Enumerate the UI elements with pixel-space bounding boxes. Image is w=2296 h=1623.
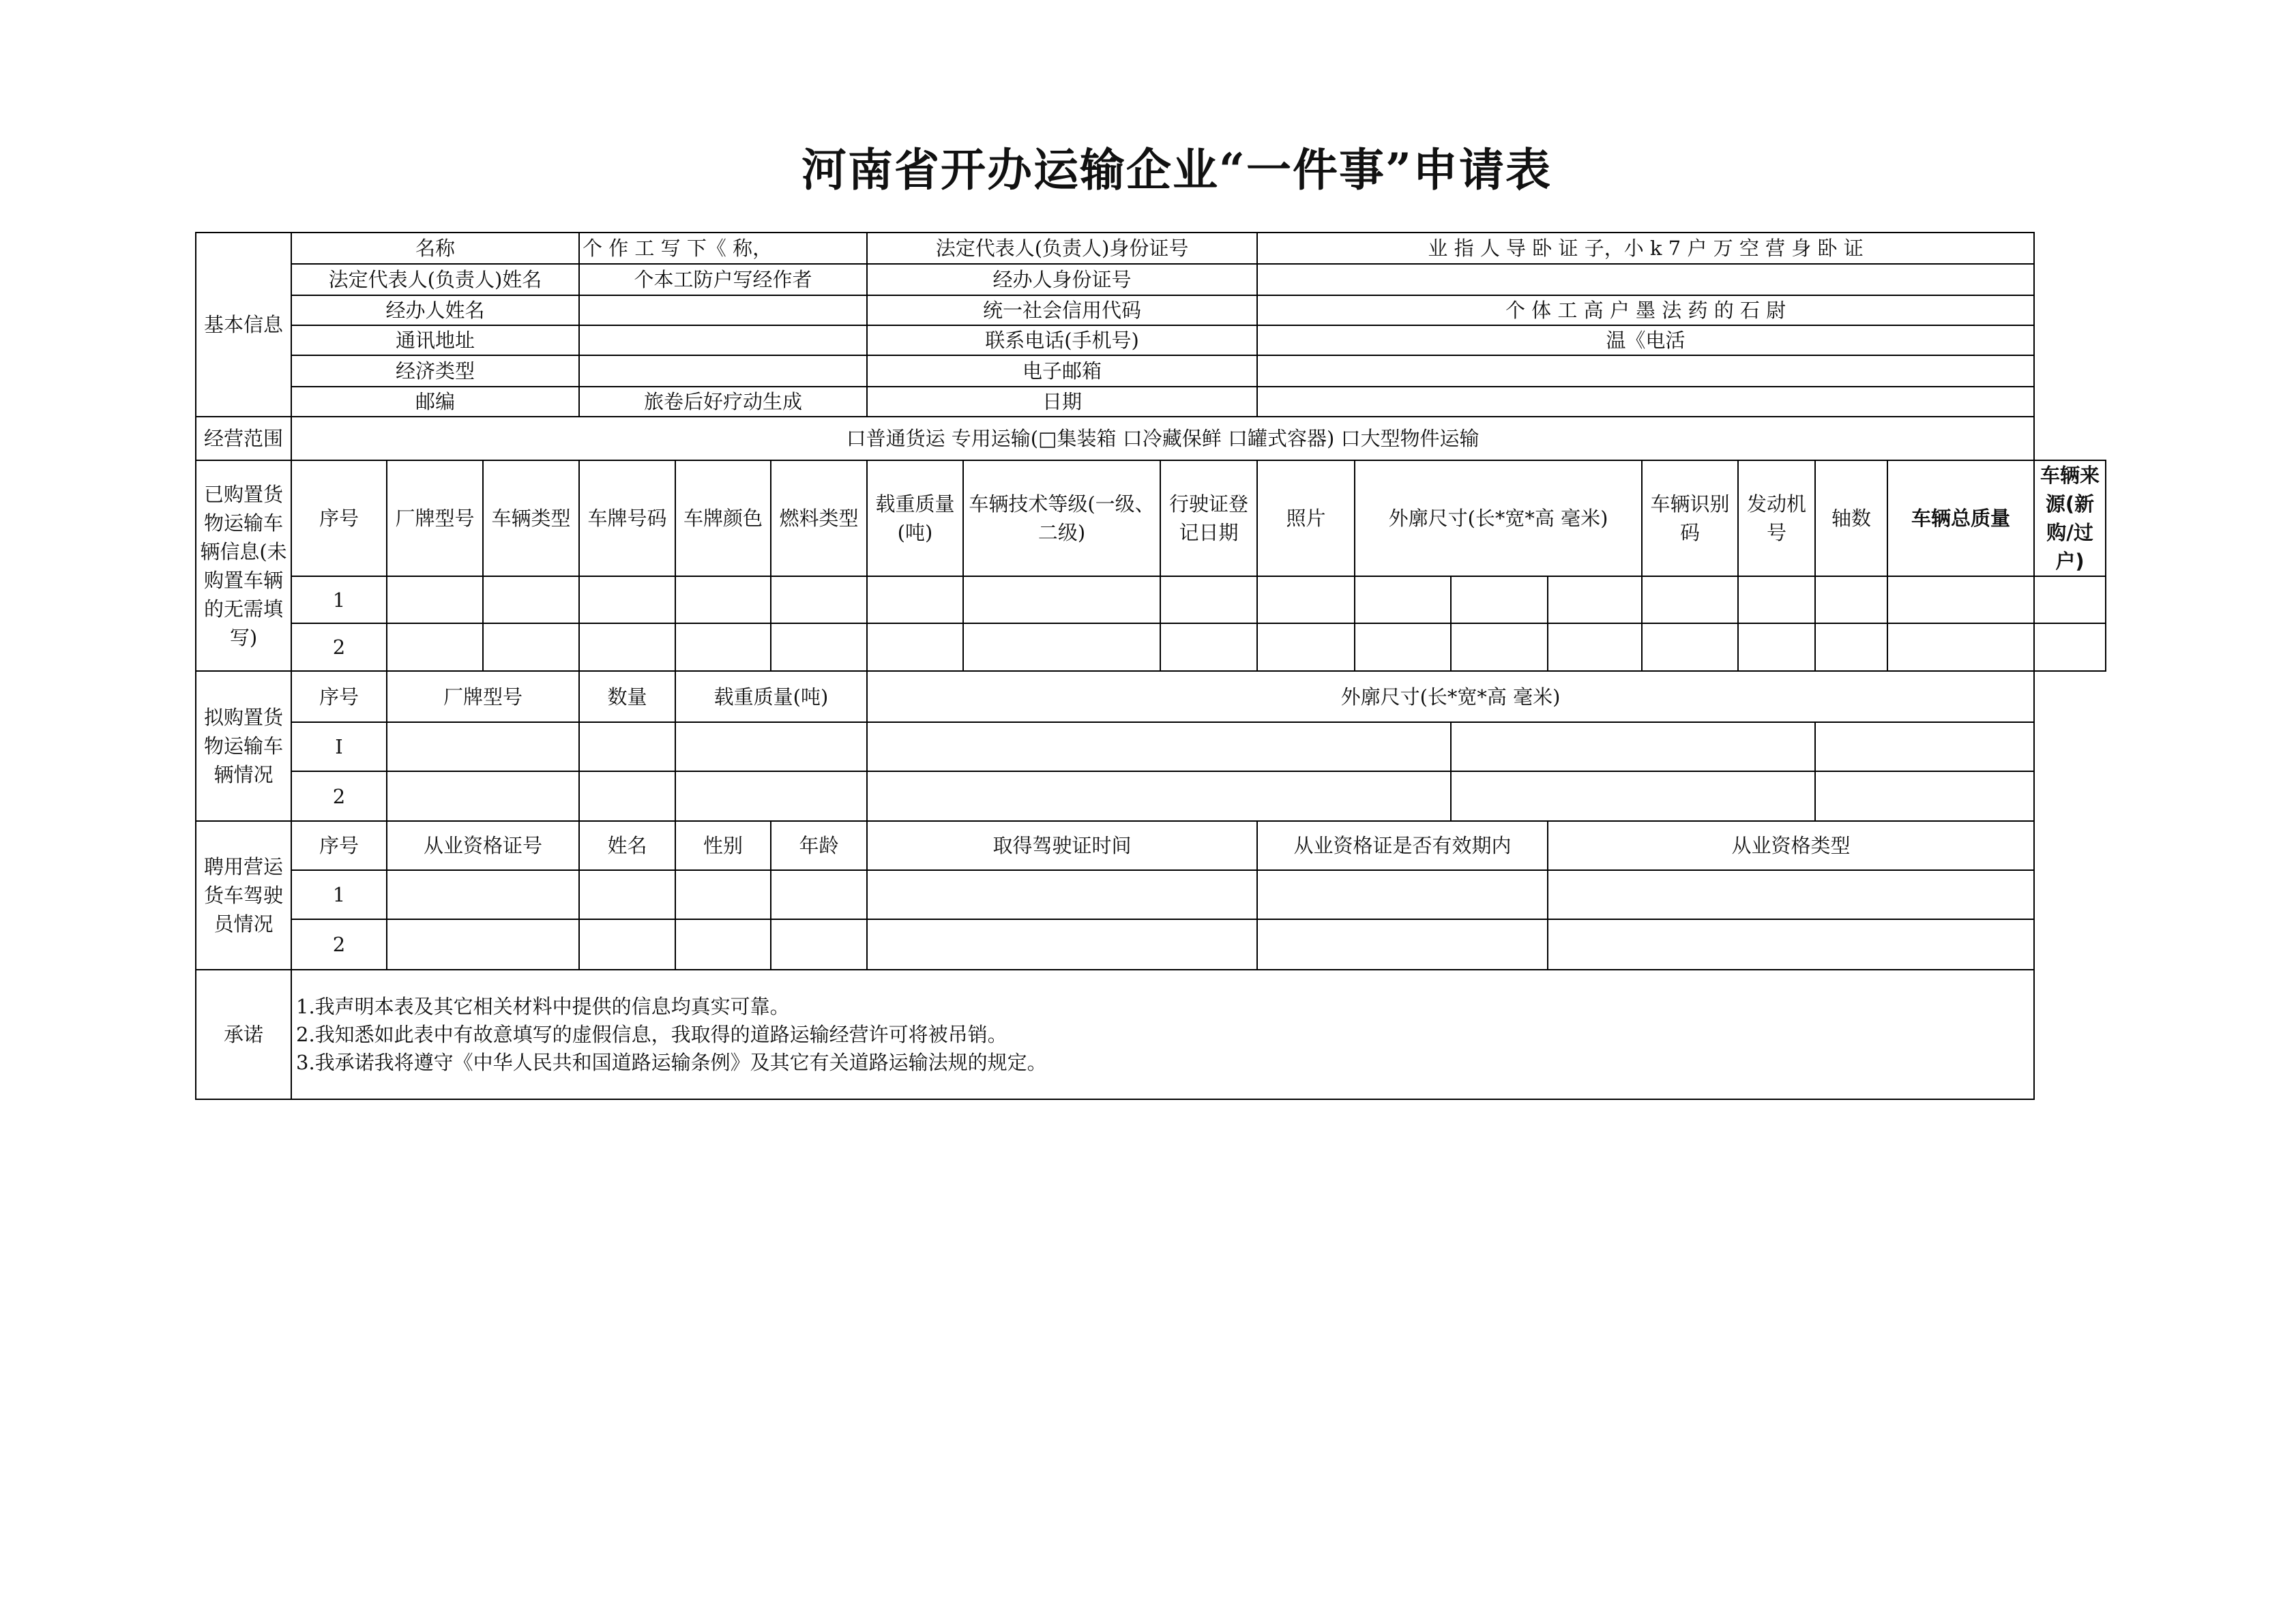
purchased-header-cell: 序号	[291, 460, 387, 576]
planned-cell[interactable]	[579, 771, 675, 821]
purchased-cell[interactable]	[1257, 576, 1355, 623]
economic-type-value[interactable]	[579, 355, 867, 387]
drivers-header-cell: 从业资格证是否有效期内	[1257, 821, 1548, 870]
purchased-cell[interactable]	[1160, 623, 1257, 671]
address-value[interactable]	[579, 325, 867, 355]
form-title: 河南省开办运输企业“一件事”申请表	[801, 143, 1552, 196]
agent-name-label: 经办人姓名	[291, 295, 579, 325]
basic-info-section-label: 基本信息	[196, 233, 291, 417]
planned-cell[interactable]	[867, 722, 1451, 771]
planned-cell[interactable]	[675, 771, 867, 821]
purchased-cell[interactable]	[1738, 623, 1815, 671]
drivers-section-label: 聘用营运货车驾驶员情况	[196, 821, 291, 970]
purchased-cell[interactable]	[1355, 576, 1451, 623]
planned-section-label: 拟购置货物运输车辆情况	[196, 671, 291, 821]
purchased-cell[interactable]	[1451, 576, 1548, 623]
purchased-header-cell: 行驶证登记日期	[1160, 460, 1257, 576]
scope-options[interactable]: 口普通货运 专用运输(□集装箱 口冷藏保鲜 口罐式容器) 口大型物件运输	[291, 417, 2034, 460]
purchased-cell[interactable]	[1451, 623, 1548, 671]
drivers-row	[196, 919, 2106, 970]
drivers-cell[interactable]	[387, 919, 579, 970]
purchased-header-cell: 燃料类型	[771, 460, 867, 576]
drivers-cell[interactable]	[1548, 870, 2034, 919]
purchased-header-row	[196, 460, 2106, 576]
credit-code-value[interactable]: 个 体 工 高 户 墨 法 药 的 石 尉	[1257, 295, 2034, 325]
planned-header-cell: 厂牌型号	[387, 671, 579, 722]
drivers-cell[interactable]	[387, 870, 579, 919]
planned-cell[interactable]	[1815, 722, 2034, 771]
drivers-row	[196, 870, 2106, 919]
basic-row	[196, 355, 2106, 387]
drivers-header-cell: 序号	[291, 821, 387, 870]
purchased-header-cell: 外廓尺寸(长*宽*高 毫米)	[1355, 460, 1642, 576]
name-label: 名称	[291, 233, 579, 264]
purchased-row	[196, 623, 2106, 671]
phone-label: 联系电话(手机号)	[867, 325, 1257, 355]
drivers-cell[interactable]	[1257, 870, 1548, 919]
legal-rep-name-label: 法定代表人(负责人)姓名	[291, 264, 579, 295]
basic-row	[196, 264, 2106, 295]
purchased-row	[196, 576, 2106, 623]
drivers-cell[interactable]	[675, 870, 771, 919]
pledge-line: 1.我声明本表及其它相关材料中提供的信息均真实可靠。	[296, 994, 790, 1018]
legal-rep-id-value[interactable]: 业 指 人 导 卧 证 子，小 k 7 户 万 空 营 身 卧 证	[1257, 233, 2034, 264]
purchased-cell[interactable]	[2034, 576, 2106, 623]
drivers-header-cell: 姓名	[579, 821, 675, 870]
purchased-cell[interactable]	[1355, 623, 1451, 671]
purchased-cell[interactable]	[963, 576, 1160, 623]
purchased-cell[interactable]	[1642, 576, 1738, 623]
purchased-cell[interactable]	[1642, 623, 1738, 671]
planned-cell[interactable]	[867, 771, 1451, 821]
purchased-cell[interactable]	[1887, 576, 2034, 623]
purchased-cell[interactable]	[963, 623, 1160, 671]
purchased-cell[interactable]	[1548, 576, 1642, 623]
address-label: 通讯地址	[291, 325, 579, 355]
pledge-row	[196, 970, 2106, 1099]
purchased-cell[interactable]	[675, 623, 771, 671]
planned-cell[interactable]	[579, 722, 675, 771]
planned-cell[interactable]	[1815, 771, 2034, 821]
purchased-cell[interactable]	[867, 576, 963, 623]
planned-cell[interactable]	[387, 771, 579, 821]
planned-header-row	[196, 671, 2106, 722]
application-form-table	[195, 232, 2106, 1100]
planned-row-index: 2	[291, 771, 387, 821]
drivers-cell[interactable]	[867, 870, 1257, 919]
drivers-header-cell: 从业资格证号	[387, 821, 579, 870]
pledge-line: 3.我承诺我将遵守《中华人民共和国道路运输条例》及其它有关道路运输法规的规定。	[296, 1050, 1047, 1074]
basic-row	[196, 387, 2106, 417]
planned-header-cell: 数量	[579, 671, 675, 722]
legal-rep-id-label: 法定代表人(负责人)身份证号	[867, 233, 1257, 264]
credit-code-label: 统一社会信用代码	[867, 295, 1257, 325]
purchased-cell[interactable]	[387, 576, 483, 623]
postcode-value[interactable]: 旅卷后好疗动生成	[579, 387, 867, 417]
basic-row	[196, 233, 2106, 264]
drivers-row-index: 1	[291, 870, 387, 919]
pledge-text	[291, 970, 2034, 1099]
planned-cell[interactable]	[1451, 722, 1815, 771]
date-label: 日期	[867, 387, 1257, 417]
name-value[interactable]: 个 作 工 写 下《 称，	[579, 233, 867, 264]
drivers-cell[interactable]	[771, 870, 867, 919]
planned-header-cell: 外廓尺寸(长*宽*高 毫米)	[867, 671, 2034, 722]
postcode-label: 邮编	[291, 387, 579, 417]
purchased-header-cell: 照片	[1257, 460, 1355, 576]
purchased-cell[interactable]	[1257, 623, 1355, 671]
planned-row-index: I	[291, 722, 387, 771]
drivers-cell[interactable]	[1548, 919, 2034, 970]
planned-row	[196, 722, 2106, 771]
agent-id-label: 经办人身份证号	[867, 264, 1257, 295]
purchased-cell[interactable]	[867, 623, 963, 671]
purchased-row-index: 2	[291, 623, 387, 671]
purchased-section-label: 已购置货物运输车辆信息(未购置车辆的无需填写)	[196, 460, 291, 671]
purchased-header-cell: 车辆来源(新购/过户)	[2034, 460, 2106, 576]
drivers-cell[interactable]	[579, 870, 675, 919]
planned-cell[interactable]	[387, 722, 579, 771]
purchased-header-cell: 车辆类型	[483, 460, 579, 576]
pledge-section-label: 承诺	[196, 970, 291, 1099]
legal-rep-name-value[interactable]: 个本工防户写经作者	[579, 264, 867, 295]
scope-section-label: 经营范围	[196, 417, 291, 460]
email-label: 电子邮箱	[867, 355, 1257, 387]
pledge-line: 2.我知悉如此表中有故意填写的虚假信息，我取得的道路运输经营许可将被吊销。	[296, 1022, 1007, 1046]
drivers-cell[interactable]	[579, 919, 675, 970]
purchased-cell[interactable]	[1738, 576, 1815, 623]
phone-value[interactable]: 温《电活	[1257, 325, 2034, 355]
drivers-cell[interactable]	[867, 919, 1257, 970]
purchased-cell[interactable]	[579, 623, 675, 671]
purchased-header-cell: 载重质量(吨)	[867, 460, 963, 576]
purchased-header-cell: 厂牌型号	[387, 460, 483, 576]
drivers-header-row	[196, 821, 2106, 870]
drivers-header-cell: 取得驾驶证时间	[867, 821, 1257, 870]
drivers-cell[interactable]	[1257, 919, 1548, 970]
purchased-header-cell: 车辆技术等级(一级、二级)	[963, 460, 1160, 576]
drivers-header-cell: 年龄	[771, 821, 867, 870]
purchased-cell[interactable]	[1815, 623, 1887, 671]
purchased-header-cell: 轴数	[1815, 460, 1887, 576]
purchased-header-cell: 车牌颜色	[675, 460, 771, 576]
purchased-cell[interactable]	[1887, 623, 2034, 671]
purchased-cell[interactable]	[483, 576, 579, 623]
purchased-header-cell: 发动机号	[1738, 460, 1815, 576]
purchased-cell[interactable]	[771, 623, 867, 671]
purchased-cell[interactable]	[579, 576, 675, 623]
basic-row	[196, 295, 2106, 325]
purchased-cell[interactable]	[1815, 576, 1887, 623]
basic-row	[196, 325, 2106, 355]
drivers-header-cell: 从业资格类型	[1548, 821, 2034, 870]
purchased-cell[interactable]	[771, 576, 867, 623]
economic-type-label: 经济类型	[291, 355, 579, 387]
purchased-cell[interactable]	[483, 623, 579, 671]
planned-cell[interactable]	[675, 722, 867, 771]
purchased-row-index: 1	[291, 576, 387, 623]
purchased-cell[interactable]	[387, 623, 483, 671]
drivers-header-cell: 性别	[675, 821, 771, 870]
planned-header-cell: 序号	[291, 671, 387, 722]
purchased-cell[interactable]	[675, 576, 771, 623]
planned-row	[196, 771, 2106, 821]
date-value[interactable]	[1257, 387, 2034, 417]
agent-id-value[interactable]	[1257, 264, 2034, 295]
purchased-header-cell: 车辆总质量	[1887, 460, 2034, 576]
purchased-header-cell: 车牌号码	[579, 460, 675, 576]
drivers-cell[interactable]	[675, 919, 771, 970]
scope-row	[196, 417, 2106, 460]
drivers-row-index: 2	[291, 919, 387, 970]
planned-header-cell: 载重质量(吨)	[675, 671, 867, 722]
purchased-cell[interactable]	[2034, 623, 2106, 671]
purchased-cell[interactable]	[1160, 576, 1257, 623]
planned-cell[interactable]	[1451, 771, 1815, 821]
agent-name-value[interactable]	[579, 295, 867, 325]
email-value[interactable]	[1257, 355, 2034, 387]
purchased-cell[interactable]	[1548, 623, 1642, 671]
drivers-cell[interactable]	[771, 919, 867, 970]
purchased-header-cell: 车辆识别码	[1642, 460, 1738, 576]
